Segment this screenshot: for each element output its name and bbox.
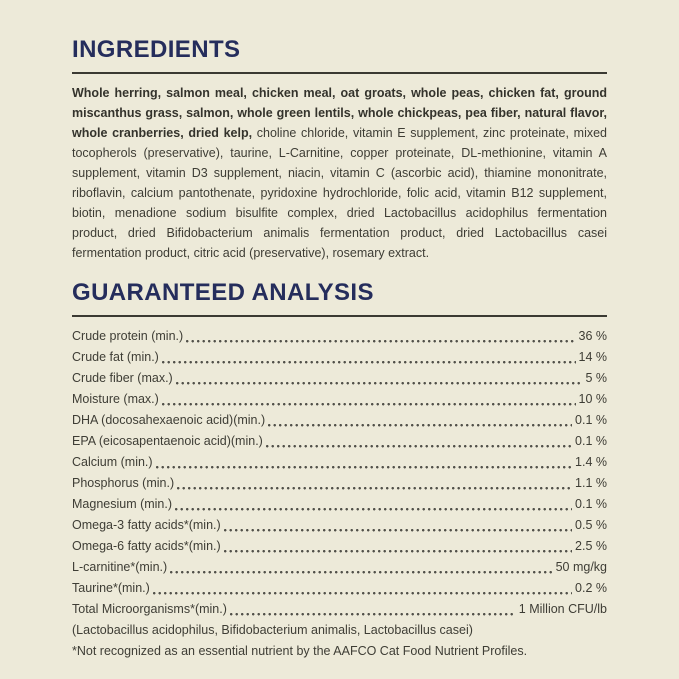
analysis-row-value: 0.5 % xyxy=(575,518,607,532)
dot-leader xyxy=(162,347,576,368)
dot-leader xyxy=(177,473,572,494)
dot-leader xyxy=(230,599,516,620)
analysis-row-label: Calcium (min.) xyxy=(72,455,153,469)
analysis-row xyxy=(72,389,607,410)
analysis-row-value: 1.1 % xyxy=(575,476,607,490)
analysis-row-label: Crude fiber (max.) xyxy=(72,371,173,385)
analysis-row-value: 0.1 % xyxy=(575,413,607,427)
ingredients-divider xyxy=(72,72,607,74)
analysis-row-label: Total Microorganisms*(min.) xyxy=(72,602,227,616)
analysis-row xyxy=(72,536,607,557)
analysis-row-label: Magnesium (min.) xyxy=(72,497,173,511)
aafco-footnote: *Not recognized as an essential nutrient by the AAFCO Cat Food Nutrient Profiles. xyxy=(72,644,528,658)
analysis-row-value: 50 mg/kg xyxy=(555,560,607,574)
analysis-row xyxy=(72,557,607,578)
ingredients-primary-text: Whole herring, salmon meal, chicken meal, oat groats, whole peas, chicken fat, ground miscanthus grass, salmon, whole green lentils, whole chickpeas, pea fiber, natural flavor, whole cranberries, dried kelp, xyxy=(72,86,607,140)
guaranteed-analysis-section xyxy=(72,279,607,662)
dot-leader xyxy=(175,494,572,515)
ingredients-title: INGREDIENTS xyxy=(72,36,241,63)
analysis-row-value: 14 % xyxy=(578,350,607,364)
dot-leader xyxy=(156,452,572,473)
analysis-row xyxy=(72,578,607,599)
analysis-row xyxy=(72,368,607,389)
analysis-row-label: Taurine*(min.) xyxy=(72,581,150,595)
analysis-row-value: 5 % xyxy=(585,371,607,385)
dot-leader xyxy=(224,515,572,536)
analysis-row-label: Crude fat (min.) xyxy=(72,350,159,364)
analysis-row xyxy=(72,410,607,431)
analysis-row-value: 2.5 % xyxy=(575,539,607,553)
dot-leader xyxy=(162,389,576,410)
analysis-row-value: 0.1 % xyxy=(575,497,607,511)
analysis-row-label: L-carnitine*(min.) xyxy=(72,560,168,574)
analysis-row xyxy=(72,515,607,536)
analysis-row-label: DHA (docosahexaenoic acid)(min.) xyxy=(72,413,266,427)
dot-leader xyxy=(170,557,552,578)
analysis-row xyxy=(72,431,607,452)
dot-leader xyxy=(266,431,572,452)
guaranteed-analysis-divider xyxy=(72,315,607,317)
analysis-row xyxy=(72,452,607,473)
analysis-row-label: Moisture (max.) xyxy=(72,392,159,406)
analysis-row-value: 0.1 % xyxy=(575,434,607,448)
dot-leader xyxy=(224,536,572,557)
microorganisms-detail: (Lactobacillus acidophilus, Bifidobacterium animalis, Lactobacillus casei) xyxy=(72,623,473,637)
ingredients-secondary-text: choline chloride, vitamin E supplement, zinc proteinate, mixed tocopherols (preservative), taurine, L-Carnitine, copper proteinate, DL-methionine, vitamin A supplement, vitamin D3 supplement, niacin, vitamin C (ascorbic acid), thiamine mononitrate, riboflavin, calcium pantothenate, pyridoxine hydrochloride, folic acid, vitamin B12 supplement, biotin, menadione sodium bisulfite complex, dried Lactobacillus acidophilus fermentation product, dried Bifidobacterium animalis fermentation product, dried Lactobacillus casei fermentation product, citric acid (preservative), rosemary extract. xyxy=(72,126,607,260)
ingredients-section xyxy=(72,36,607,263)
analysis-row-value: 0.2 % xyxy=(575,581,607,595)
analysis-row-value: 1 Million CFU/lb xyxy=(518,602,607,616)
analysis-row xyxy=(72,494,607,515)
dot-leader xyxy=(153,578,572,599)
dot-leader xyxy=(268,410,572,431)
guaranteed-analysis-title: GUARANTEED ANALYSIS xyxy=(72,279,374,306)
analysis-row-value: 1.4 % xyxy=(575,455,607,469)
analysis-row xyxy=(72,599,607,620)
analysis-row xyxy=(72,473,607,494)
analysis-row-label: Crude protein (min.) xyxy=(72,329,184,343)
analysis-row-label: Omega-3 fatty acids*(min.) xyxy=(72,518,221,532)
analysis-row-label: EPA (eicosapentaenoic acid)(min.) xyxy=(72,434,263,448)
analysis-row-value: 10 % xyxy=(578,392,607,406)
analysis-row-label: Phosphorus (min.) xyxy=(72,476,175,490)
dot-leader xyxy=(186,326,575,347)
analysis-table xyxy=(72,326,607,620)
analysis-row xyxy=(72,347,607,368)
analysis-row-label: Omega-6 fatty acids*(min.) xyxy=(72,539,221,553)
analysis-row xyxy=(72,326,607,347)
ingredients-text xyxy=(72,83,607,263)
dot-leader xyxy=(176,368,583,389)
analysis-row-value: 36 % xyxy=(578,329,607,343)
